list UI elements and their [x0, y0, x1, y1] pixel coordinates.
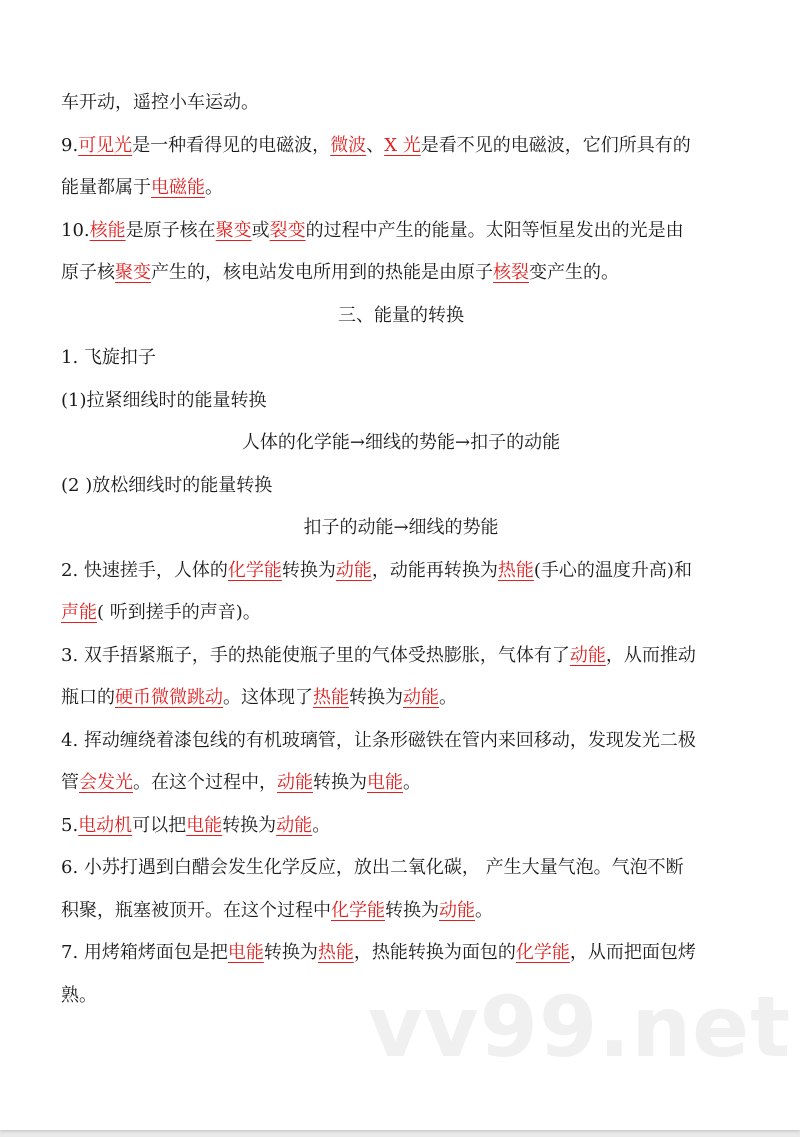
answer-text: 动能 [277, 772, 313, 793]
body-text: 7. 用烤箱烤面包是把 [61, 942, 228, 963]
text-line [61, 720, 741, 763]
body-text: 原子核 [61, 262, 115, 283]
answer-text: 声能 [61, 602, 97, 623]
answer-text: 核裂 [493, 262, 529, 283]
body-text: 积聚，瓶塞被顶开。在这个过程中 [61, 899, 331, 921]
text-line [61, 847, 741, 890]
watermark-text: vv99.net [368, 978, 792, 1076]
body-text: 扣子的动能→细线的势能 [303, 517, 499, 538]
text-line [61, 82, 741, 125]
body-text: ，从而推动 [605, 644, 696, 666]
body-text: 1. 飞旋扣子 [61, 347, 156, 368]
body-text: 转换为 [385, 899, 439, 921]
text-line [61, 805, 741, 848]
body-text: 是一种看得见的电磁波， [132, 134, 331, 156]
answer-text: 化学能 [515, 942, 570, 963]
text-line [61, 465, 741, 508]
body-text: 是原子核在 [125, 219, 216, 241]
body-text: 、 [366, 134, 385, 156]
text-line [61, 677, 741, 720]
text-line [61, 635, 741, 678]
body-text: 三、能量的转换 [338, 304, 464, 326]
answer-text: 化学能 [227, 559, 282, 581]
answer-text: 微波 [330, 134, 367, 156]
text-line [61, 337, 741, 380]
text-line [61, 592, 741, 635]
body-text: 管 [61, 772, 79, 793]
body-text: 。 [403, 772, 421, 793]
answer-text: 聚变 [115, 262, 151, 283]
section-heading [61, 295, 741, 338]
answer-text: 电能 [186, 814, 223, 836]
answer-text: 动能 [569, 644, 606, 666]
body-text: 。 [205, 177, 223, 198]
text-line [61, 252, 741, 295]
answer-text: 化学能 [331, 899, 385, 921]
answer-text: 动能 [276, 814, 313, 836]
body-text: 能量都属于 [61, 177, 151, 198]
body-text: 是看不见的电磁波，它们所具有的 [420, 134, 691, 156]
body-text: ，动能再转换为 [371, 559, 498, 581]
text-line [61, 550, 741, 593]
body-text: ，热能转换为面包的 [353, 942, 516, 963]
body-text: (2 )放松细线时的能量转换 [61, 474, 273, 496]
body-text: 的过程中产生的能量。太阳等恒星发出的光是由 [305, 219, 684, 241]
energy-chain [61, 422, 741, 465]
text-line [61, 167, 741, 210]
text-line [61, 210, 741, 253]
answer-text: 可见光 [78, 134, 133, 156]
body-text: (1)拉紧细线时的能量转换 [61, 389, 267, 411]
body-text: 转换为 [313, 772, 367, 793]
body-text: 变产生的。 [529, 262, 619, 283]
answer-text: X 光 [384, 134, 421, 156]
answer-text: 热能 [497, 559, 534, 581]
body-text: 或 [251, 219, 270, 241]
answer-text: 电能 [227, 942, 264, 963]
body-text: 可以把 [132, 814, 187, 836]
answer-text: 热能 [317, 942, 354, 963]
body-text: 。 [439, 687, 457, 708]
document-body [61, 82, 741, 1017]
answer-text: 电动机 [78, 814, 133, 836]
body-text: ，从而把面包烤 [569, 942, 696, 963]
body-text: 车开动，遥控小车运动。 [61, 92, 259, 113]
answer-text: 动能 [439, 899, 475, 921]
body-text: (手心的温度升高)和 [533, 559, 692, 581]
body-text: 3. 双手捂紧瓶子，手的热能使瓶子里的气体受热膨胀，气体有了 [61, 644, 570, 666]
text-line [61, 380, 741, 423]
body-text: 5. [61, 814, 79, 836]
body-text: 转换为 [349, 687, 403, 708]
body-text: 9. [61, 134, 79, 156]
body-text: 4. 挥动缠绕着漆包线的有机玻璃管，让条形磁铁在管内来回移动，发现发光二极 [61, 729, 696, 751]
answer-text: 裂变 [269, 219, 306, 241]
text-line [61, 890, 741, 933]
body-text: 10. [61, 219, 90, 241]
body-text: 。这体现了 [223, 687, 313, 708]
body-text: 熟。 [61, 984, 97, 1006]
body-text: 2. 快速搓手，人体的 [61, 559, 228, 581]
body-text: 转换为 [263, 942, 318, 963]
body-text: 转换为 [281, 559, 336, 581]
body-text: 产生的，核电站发电所用到的热能是由原子 [151, 262, 493, 283]
answer-text: 电能 [367, 772, 403, 793]
body-text: 人体的化学能→细线的势能→扣子的动能 [241, 432, 561, 453]
answer-text: 动能 [335, 559, 372, 581]
body-text: 瓶口的 [61, 687, 115, 708]
body-text: 6. 小苏打遇到白醋会发生化学反应，放出二氧化碳， 产生大量气泡。气泡不断 [61, 857, 684, 878]
answer-text: 会发光 [79, 772, 133, 793]
text-line [61, 932, 741, 975]
answer-text: 热能 [313, 687, 349, 708]
text-line [61, 762, 741, 805]
text-line [61, 125, 741, 168]
energy-chain [61, 507, 741, 550]
answer-text: 核能 [89, 219, 126, 241]
body-text: 。 [475, 899, 493, 921]
body-text: 。在这个过程中， [133, 772, 277, 793]
answer-text: 硬币微微跳动 [115, 687, 223, 708]
answer-text: 聚变 [215, 219, 252, 241]
body-text: ( 听到搓手的声音)。 [97, 602, 261, 623]
answer-text: 动能 [403, 687, 439, 708]
body-text: 。 [312, 814, 331, 836]
answer-text: 电磁能 [151, 177, 205, 198]
body-text: 转换为 [222, 814, 277, 836]
